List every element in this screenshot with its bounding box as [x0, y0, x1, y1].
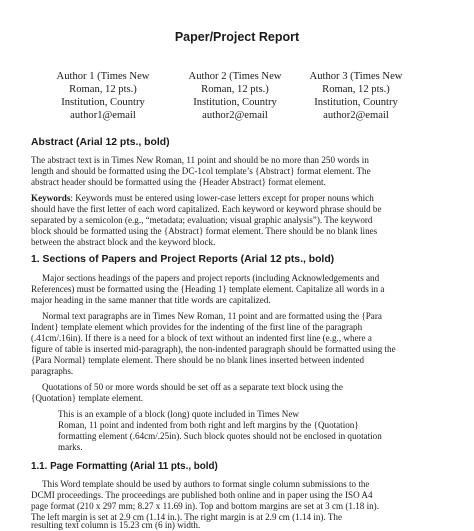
- author-name: Author 2 (Times New: [188, 71, 282, 82]
- keywords-line: [31, 193, 444, 204]
- author-block-2: [169, 70, 301, 122]
- author-name-cont: Roman, 12 pts.): [201, 84, 269, 95]
- section-1-line: Indent} template element which provides for the indenting of the first line of the paragraph: [31, 322, 363, 332]
- section-1-line: figure of table is inserted mid-paragraph), the non-indented paragraph should be formatted using the: [31, 344, 396, 354]
- block-quote-line: marks.: [58, 442, 83, 452]
- block-quote-line: Roman, 11 point and indented from both right and left margins by the {Quotation}: [58, 420, 359, 430]
- author-affiliation: Institution, Country: [61, 97, 145, 108]
- author-name-cont: Roman, 12 pts.): [322, 84, 390, 95]
- section-1-1-line: DCMI proceedings. The proceedings are published both online and in paper using the ISO A4: [31, 490, 373, 500]
- author-name: Author 1 (Times New: [56, 71, 150, 82]
- section-1-line: paragraphs.: [31, 366, 74, 376]
- section-1-line: major heading in the same manner that title words are capitalized.: [31, 295, 271, 305]
- block-quote-line: This is an example of a block (long) quote included in Times New: [58, 409, 299, 419]
- author-block-3: [290, 70, 422, 122]
- section-1-heading: 1. Sections of Papers and Project Reports (Arial 12 pts., bold): [31, 254, 335, 265]
- author-name: Author 3 (Times New: [309, 71, 403, 82]
- author-email: author2@email: [202, 110, 268, 121]
- section-1-1-line: This Word template should be used by authors to format single column submissions to the: [42, 479, 370, 489]
- author-email: author2@email: [323, 110, 389, 121]
- block-quote-line: formatting element (.64cm/.25in). Such block quotes should not be enclosed in quotation: [58, 431, 382, 441]
- author-email: author1@email: [70, 110, 136, 121]
- abstract-line: The abstract text is in Times New Roman, 11 point and should be no more than 250 words in: [31, 155, 369, 165]
- section-1-line: {Quotation} template element.: [31, 393, 144, 403]
- author-name-cont: Roman, 12 pts.): [69, 84, 137, 95]
- section-1-line: Major sections headings of the papers and project reports (including Acknowledgements and: [42, 273, 380, 283]
- abstract-heading: Abstract (Arial 12 pts., bold): [31, 137, 170, 148]
- section-1-1-line: The left margin is set at 2.9 cm (1.14 in.). The right margin is at 2.9 cm (1.14 in). The: [31, 512, 342, 522]
- section-1-line: (.41cm/.16in). If there is a need for a block of text without an indented first line (e.g., where a: [31, 333, 372, 343]
- keywords-label: Keywords: [31, 193, 71, 203]
- section-1-line: Normal text paragraphs are in Times New Roman, 11 point and are formatted using the {Para: [42, 311, 382, 321]
- keywords-line: should have the first letter of each word capitalized. Each keyword or keyword phrase should be: [31, 204, 382, 214]
- author-affiliation: Institution, Country: [314, 97, 398, 108]
- section-1-1-line: resulting text column is 15.23 cm (6 in) width.: [31, 520, 201, 530]
- section-1-line: Quotations of 50 or more words should be set off as a separate text block using the: [42, 382, 343, 392]
- keywords-line: between the abstract block and the keyword block.: [31, 237, 216, 247]
- section-1-1-line: page format (210 x 297 mm; 8.27 x 11.69 in). Top and bottom margins are set at 3 cm (1.18 in).: [31, 501, 379, 511]
- abstract-line: abstract header should be formatted using the {Header Abstract} format element.: [31, 177, 326, 187]
- abstract-line: length and should be formatted using the DC-1col template’s {Abstract} format element. The: [31, 166, 371, 176]
- keywords-line: separated by a semicolon (e.g., “metadata; evaluation; visual graphic analysis”). The keyword: [31, 215, 373, 225]
- paper-title: Paper/Project Report: [174, 30, 300, 44]
- section-1-line: References) must be formatted using the {Heading 1} template element. Capitalize all words in a: [31, 284, 385, 294]
- section-1-1-heading: 1.1. Page Formatting (Arial 11 pts., bold): [31, 461, 218, 472]
- author-block-1: [37, 70, 169, 122]
- section-1-line: {Para Normal} template element. There should be no blank lines inserted between indented: [31, 355, 365, 365]
- author-affiliation: Institution, Country: [193, 97, 277, 108]
- keywords-line: block should be formatted using the {Abstract} format element. There should be no blank lines: [31, 226, 378, 236]
- keywords-text: : Keywords must be entered using lower-case letters except for proper nouns which: [70, 193, 374, 203]
